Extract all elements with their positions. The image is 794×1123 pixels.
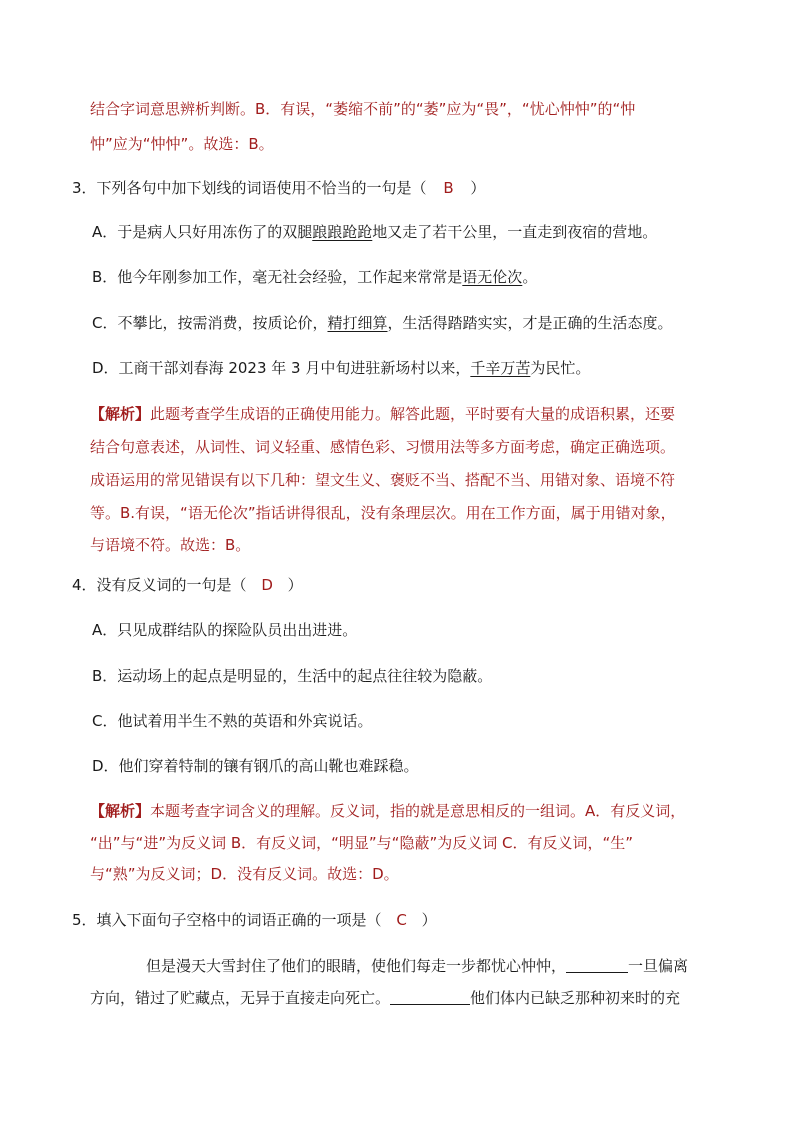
question-4-option-a: A．只见成群结队的探险队员出出进进。 xyxy=(92,621,358,639)
question-5-passage-line1 xyxy=(146,956,688,976)
question-4-option-b: B．运动场上的起点是明显的，生活中的起点往往较为隐蔽。 xyxy=(92,667,493,685)
explanation-q2-line1: 结合字词意思辨析判断。B．有误，“萎缩不前”的“萎”应为“畏”，“忧心忡忡”的“忡 xyxy=(90,100,636,118)
question-3-option-c xyxy=(92,313,673,333)
question-3-explanation-line3: 成语运用的常见错误有以下几种：望文生义、褒贬不当、搭配不当、用错对象、语境不符 xyxy=(90,471,676,489)
question-5-close: ） xyxy=(421,911,437,929)
option-a-text: A．于是病人只好用冻伤了的双腿 xyxy=(92,223,313,241)
question-3-explanation-line2: 结合句意表述，从词性、词义轻重、感情色彩、习惯用法等多方面考虑，确定正确选项。 xyxy=(90,438,676,456)
explanation-text: 本题考查字词含义的理解。反义词，指的就是意思相反的一组词。A．有反义词， xyxy=(150,802,686,820)
passage-text: 但是漫天大雪封住了他们的眼睛，使他们每走一步都忧心忡忡， xyxy=(146,957,567,975)
option-a-underlined: 踉踉跄跄 xyxy=(312,223,373,241)
question-4-explanation-line2: “出”与“进”为反义词 B．有反义词，“明显”与“隐蔽”为反义词 C．有反义词，“生” xyxy=(90,834,634,852)
question-3-option-a xyxy=(92,222,657,242)
question-4-answer: D xyxy=(261,576,273,594)
question-4-explanation-line1 xyxy=(90,801,685,821)
option-d-text: D．工商干部刘春海 2023 年 3 月中旬进驻新场村以来， xyxy=(92,359,471,377)
option-b-underlined: 语无伦次 xyxy=(462,268,523,286)
option-d-underlined: 千辛万苦 xyxy=(470,359,531,377)
explanation-q2-line2: 忡”应为“忡忡”。故选：B。 xyxy=(90,135,274,153)
option-d-rest: 为民忙。 xyxy=(530,359,591,377)
question-4-stem xyxy=(72,575,303,595)
explanation-tag: 【解析】 xyxy=(90,802,151,820)
question-4-explanation-line3: 与“熟”为反义词；D．没有反义词。故选：D。 xyxy=(90,865,399,883)
question-3-option-b xyxy=(92,267,537,287)
question-3-explanation-line1 xyxy=(90,404,675,424)
option-a-rest: 地又走了若干公里，一直走到夜宿的营地。 xyxy=(372,223,658,241)
question-5-answer: C xyxy=(396,911,407,929)
question-3-explanation-line4: 等。B.有误，“语无伦次”指话讲得很乱，没有条理层次。用在工作方面，属于用错对象， xyxy=(90,504,676,522)
question-5-stem xyxy=(72,910,437,930)
question-5-passage-line2 xyxy=(90,988,680,1008)
passage-text: 方向，错过了贮藏点，无异于直接走向死亡。 xyxy=(90,989,391,1007)
question-3-stem xyxy=(72,178,485,198)
option-b-rest: 。 xyxy=(522,268,538,286)
question-4-option-c: C．他试着用半生不熟的英语和外宾说话。 xyxy=(92,712,373,730)
fill-blank-2 xyxy=(390,990,470,1005)
question-4-close: ） xyxy=(287,576,303,594)
fill-blank-1 xyxy=(566,958,628,973)
passage-text: 他们体内已缺乏那种初来时的充 xyxy=(470,989,681,1007)
explanation-text: 此题考查学生成语的正确使用能力。解答此题，平时要有大量的成语积累，还要 xyxy=(150,405,676,423)
option-c-underlined: 精打细算 xyxy=(327,314,388,332)
question-3-answer: B xyxy=(443,179,454,197)
explanation-tag: 【解析】 xyxy=(90,405,151,423)
question-4-option-d: D．他们穿着特制的镶有钢爪的高山靴也难踩稳。 xyxy=(92,757,419,775)
question-3-close: ） xyxy=(470,179,486,197)
passage-text: 一旦偏离 xyxy=(628,957,689,975)
question-3-explanation-line5: 与语境不符。故选：B。 xyxy=(90,536,251,554)
option-c-text: C．不攀比，按需消费，按质论价， xyxy=(92,314,328,332)
question-5-text: 5．填入下面句子空格中的词语正确的一项是（ xyxy=(72,911,382,929)
option-b-text: B．他今年刚参加工作，毫无社会经验，工作起来常常是 xyxy=(92,268,463,286)
question-3-text: 3．下列各句中加下划线的词语使用不恰当的一句是（ xyxy=(72,179,427,197)
question-4-text: 4．没有反义词的一句是（ xyxy=(72,576,247,594)
option-c-rest: ，生活得踏踏实实，才是正确的生活态度。 xyxy=(387,314,673,332)
question-3-option-d xyxy=(92,358,590,378)
